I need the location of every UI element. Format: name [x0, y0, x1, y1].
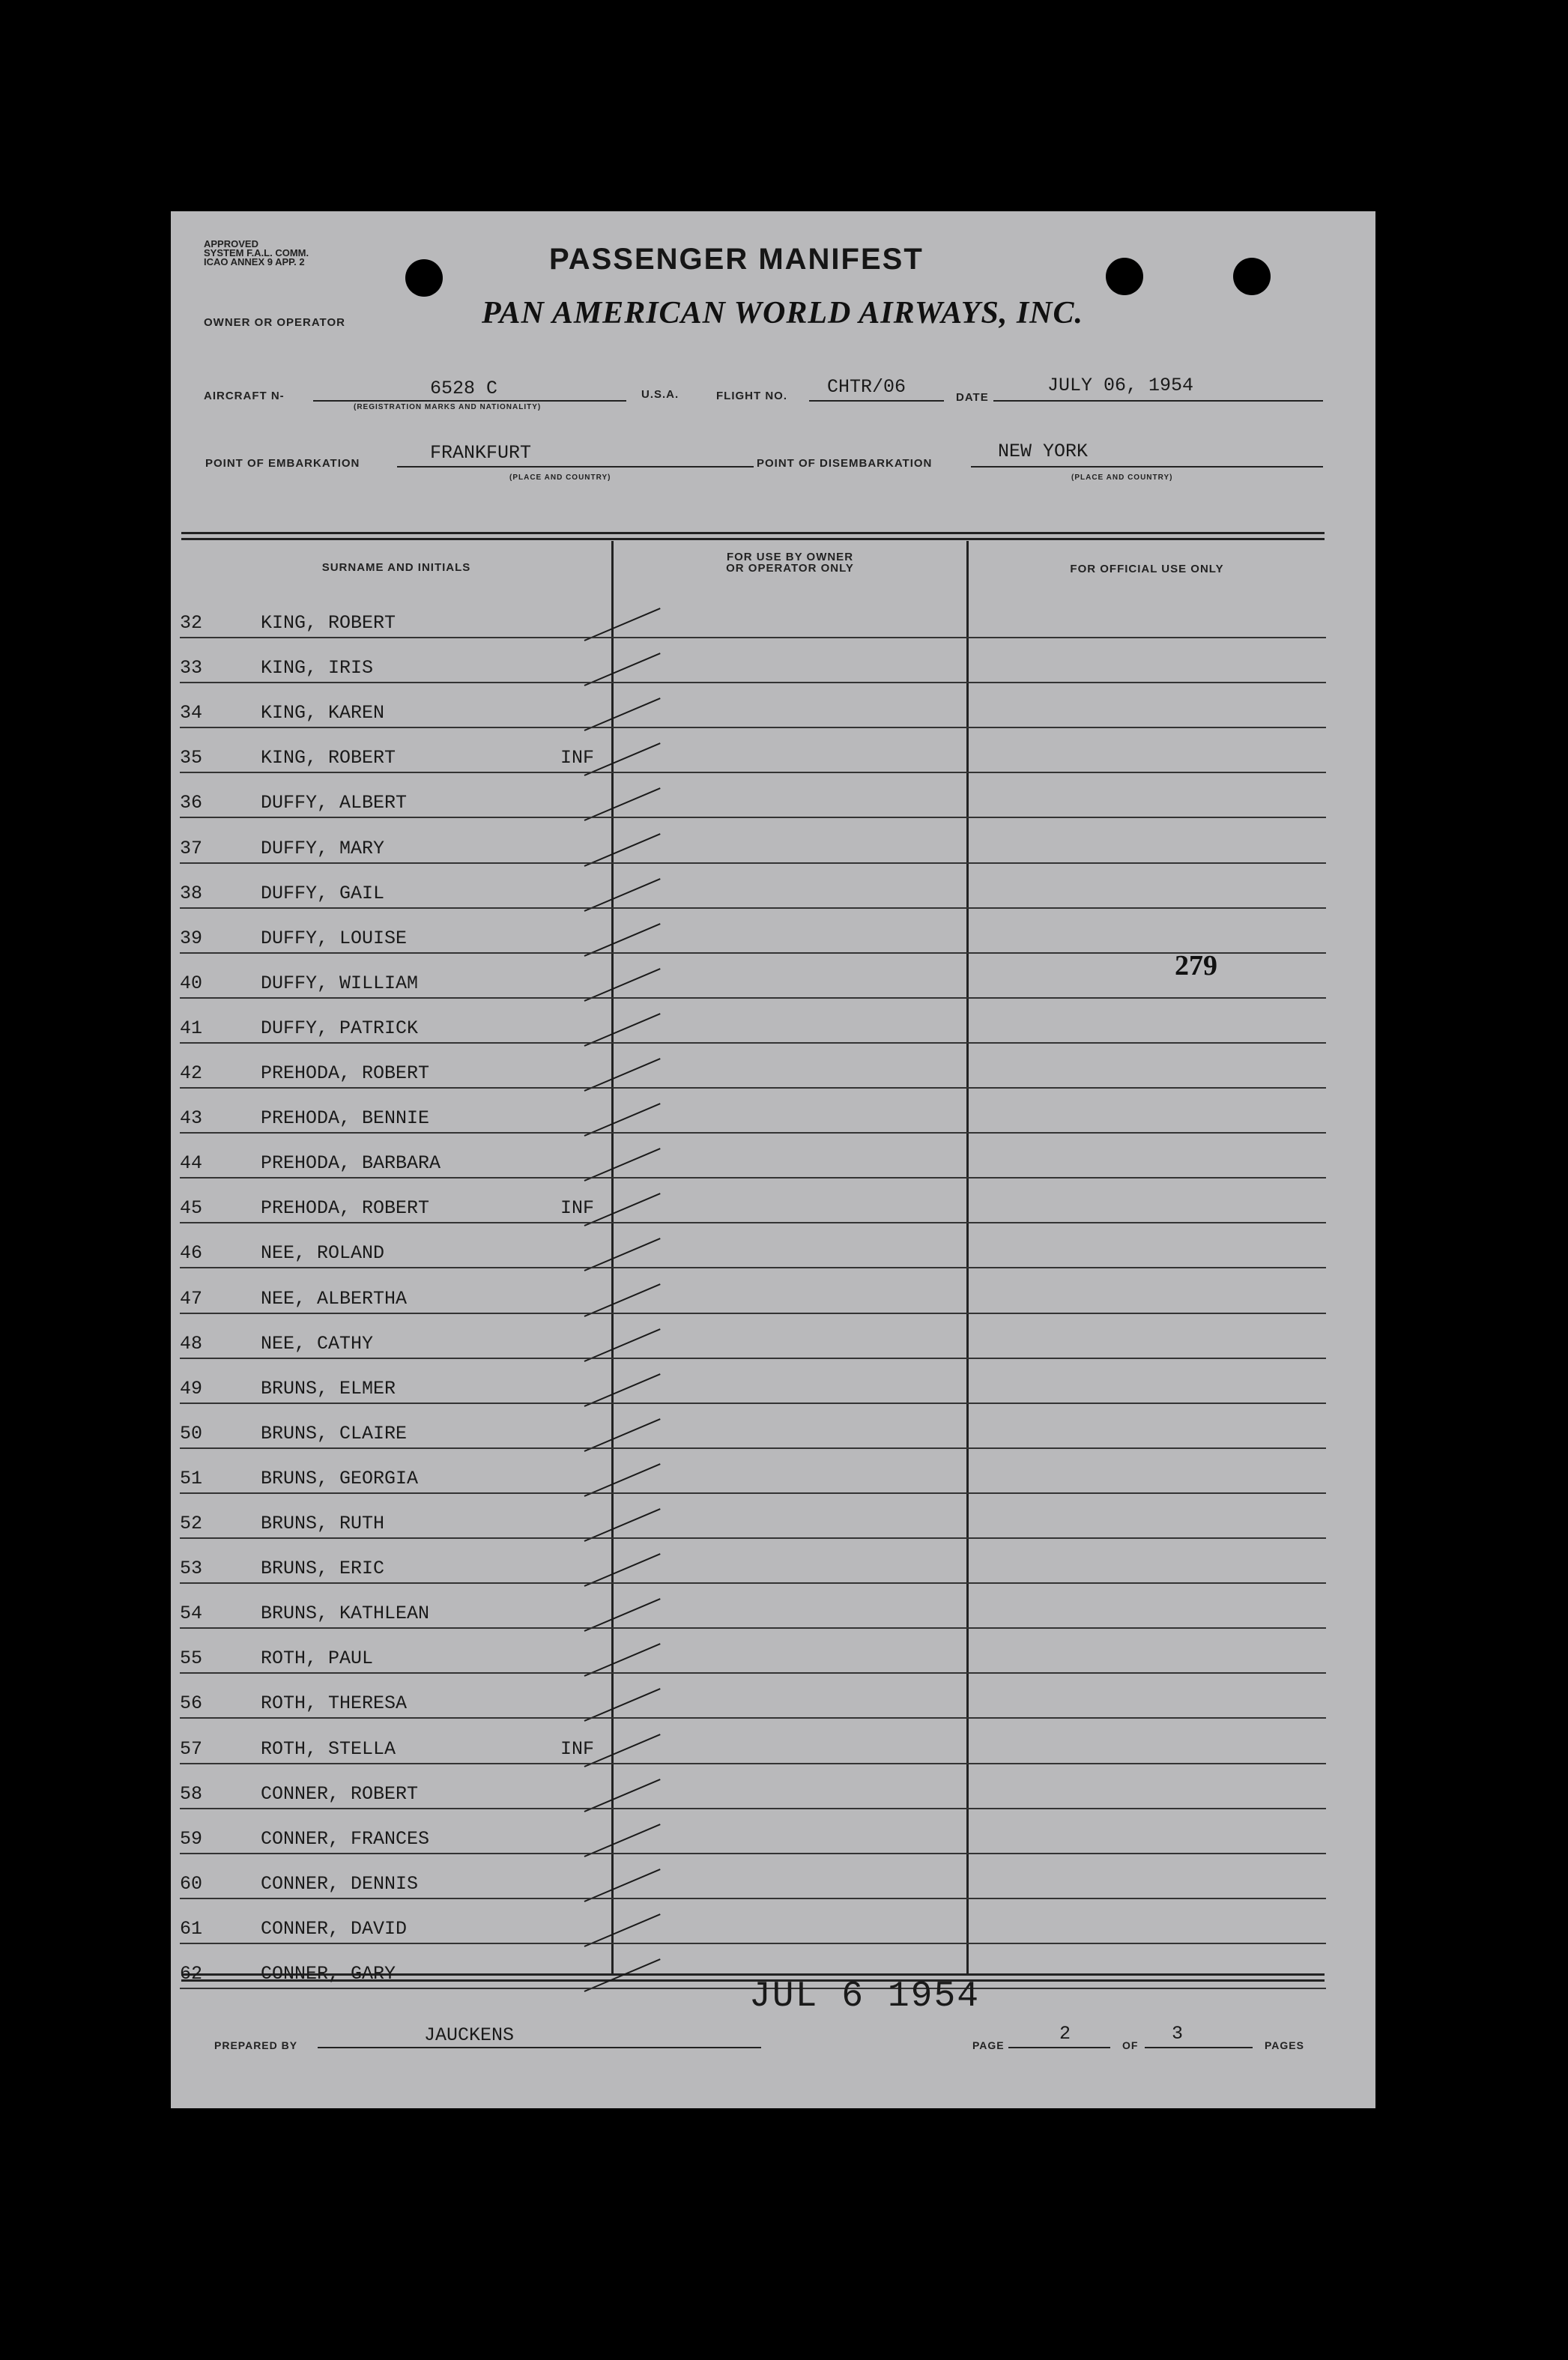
passenger-row: [180, 638, 1326, 683]
place-note: (PLACE AND COUNTRY): [509, 473, 611, 482]
place-note: (PLACE AND COUNTRY): [1071, 473, 1173, 482]
passenger-row: [180, 1539, 1326, 1584]
passenger-row: [180, 1809, 1326, 1854]
infant-note: INF: [560, 1738, 595, 1760]
row-number: 52: [180, 1513, 203, 1534]
row-number: 60: [180, 1873, 203, 1895]
passenger-name: CONNER, ROBERT: [261, 1783, 419, 1805]
passenger-row: [180, 1223, 1326, 1268]
row-number: 45: [180, 1197, 203, 1219]
row-number: 39: [180, 928, 203, 949]
passenger-name: DUFFY, WILLIAM: [261, 972, 419, 994]
page-title: PASSENGER MANIFEST: [549, 243, 924, 276]
row-number: 35: [180, 747, 203, 769]
row-number: 62: [180, 1963, 203, 1985]
row-number: 34: [180, 702, 203, 724]
row-number: 37: [180, 838, 203, 859]
passenger-name: ROTH, STELLA: [261, 1738, 396, 1760]
passenger-name: CONNER, DENNIS: [261, 1873, 419, 1895]
manifest-sheet: [171, 211, 1375, 2108]
aircraft-value: 6528 C: [430, 378, 498, 399]
col-header-official-use: FOR OFFICIAL USE ONLY: [1070, 563, 1224, 575]
page-label: PAGE: [972, 2039, 1005, 2051]
passenger-row: [180, 1494, 1326, 1539]
passenger-row: [180, 593, 1326, 638]
passenger-name: BRUNS, ELMER: [261, 1378, 396, 1400]
passenger-name: PREHODA, BARBARA: [261, 1152, 441, 1174]
row-number: 61: [180, 1918, 203, 1940]
of-label: OF: [1122, 2039, 1139, 2051]
passenger-name: ROTH, THERESA: [261, 1692, 408, 1714]
owner-label: OWNER OR OPERATOR: [204, 316, 345, 329]
passenger-row: [180, 1629, 1326, 1674]
passenger-row: [180, 1359, 1326, 1404]
aircraft-label: AIRCRAFT N-: [204, 390, 285, 402]
row-number: 49: [180, 1378, 203, 1400]
passenger-row: [180, 773, 1326, 818]
passenger-row: [180, 1719, 1326, 1764]
passenger-row: [180, 1584, 1326, 1629]
row-rule: [180, 817, 1326, 818]
passenger-name: ROTH, PAUL: [261, 1648, 374, 1669]
passenger-row: [180, 1449, 1326, 1494]
passenger-name: DUFFY, GAIL: [261, 883, 385, 904]
disembarkation-label: POINT OF DISEMBARKATION: [757, 457, 933, 470]
passenger-name: BRUNS, ERIC: [261, 1558, 385, 1579]
passenger-row: [180, 1899, 1326, 1944]
passenger-name: CONNER, GARY: [261, 1963, 396, 1985]
passenger-name: KING, KAREN: [261, 702, 385, 724]
passenger-name: BRUNS, GEORGIA: [261, 1468, 419, 1489]
passenger-row: [180, 1404, 1326, 1449]
row-number: 42: [180, 1062, 203, 1084]
punch-hole: [1106, 258, 1143, 295]
passenger-name: PREHODA, ROBERT: [261, 1062, 430, 1084]
row-rule: [180, 1717, 1326, 1719]
row-number: 47: [180, 1288, 203, 1310]
row-rule: [180, 1267, 1326, 1268]
passenger-row: [180, 683, 1326, 728]
passenger-name: KING, IRIS: [261, 657, 374, 679]
passenger-row: [180, 954, 1326, 999]
row-number: 53: [180, 1558, 203, 1579]
passenger-name: BRUNS, RUTH: [261, 1513, 385, 1534]
passenger-row: [180, 999, 1326, 1044]
passenger-name: DUFFY, ALBERT: [261, 792, 408, 814]
passenger-name: BRUNS, CLAIRE: [261, 1423, 408, 1444]
passenger-row: [180, 1764, 1326, 1809]
infant-note: INF: [560, 747, 595, 769]
passenger-name: DUFFY, LOUISE: [261, 928, 408, 949]
passenger-row: [180, 1674, 1326, 1719]
prepared-value: JAUCKENS: [424, 2024, 515, 2046]
row-number: 51: [180, 1468, 203, 1489]
row-number: 32: [180, 612, 203, 634]
row-number: 55: [180, 1648, 203, 1669]
passenger-row: [180, 1179, 1326, 1223]
passenger-row: [180, 819, 1326, 864]
usa-label: U.S.A.: [641, 388, 679, 401]
disembarkation-value: NEW YORK: [998, 441, 1089, 462]
row-number: 50: [180, 1423, 203, 1444]
flight-label: FLIGHT NO.: [716, 390, 787, 402]
passenger-name: BRUNS, KATHLEAN: [261, 1603, 430, 1624]
passenger-row: [180, 1089, 1326, 1134]
row-number: 41: [180, 1017, 203, 1039]
row-number: 43: [180, 1107, 203, 1129]
passenger-row: [180, 728, 1326, 773]
row-number: 33: [180, 657, 203, 679]
passenger-name: NEE, ROLAND: [261, 1242, 385, 1264]
passenger-row: [180, 1854, 1326, 1899]
passenger-row: [180, 864, 1326, 909]
airline-name: PAN AMERICAN WORLD AIRWAYS, INC.: [482, 296, 1084, 330]
passenger-row: [180, 1134, 1326, 1179]
passenger-name: KING, ROBERT: [261, 612, 396, 634]
passenger-name: DUFFY, PATRICK: [261, 1017, 419, 1039]
row-number: 59: [180, 1828, 203, 1850]
embarkation-value: FRANKFURT: [430, 442, 532, 464]
passenger-name: DUFFY, MARY: [261, 838, 385, 859]
of-value: 3: [1172, 2023, 1184, 2045]
passenger-name: PREHODA, BENNIE: [261, 1107, 430, 1129]
passenger-name: NEE, CATHY: [261, 1333, 374, 1355]
row-number: 46: [180, 1242, 203, 1264]
row-number: 56: [180, 1692, 203, 1714]
punch-hole: [405, 259, 443, 297]
embarkation-label: POINT OF EMBARKATION: [205, 457, 360, 470]
prepared-label: PREPARED BY: [214, 2039, 298, 2051]
col-header-surname: SURNAME AND INITIALS: [321, 561, 471, 574]
passenger-name: NEE, ALBERTHA: [261, 1288, 408, 1310]
punch-hole: [1233, 258, 1271, 295]
passenger-name: CONNER, FRANCES: [261, 1828, 430, 1850]
row-number: 38: [180, 883, 203, 904]
passenger-name: CONNER, DAVID: [261, 1918, 408, 1940]
date-stamp: JUL 6 1954: [749, 1976, 981, 2017]
row-number: 40: [180, 972, 203, 994]
passenger-row: [180, 909, 1326, 954]
col-header-owner-use: FOR USE BY OWNER OR OPERATOR ONLY: [726, 551, 854, 575]
passenger-row: [180, 1269, 1326, 1314]
row-number: 44: [180, 1152, 203, 1174]
approved-note: APPROVED SYSTEM F.A.L. COMM. ICAO ANNEX 9 APP. 2: [204, 238, 309, 267]
flight-value: CHTR/06: [827, 376, 906, 398]
page-value: 2: [1059, 2023, 1071, 2045]
row-number: 48: [180, 1333, 203, 1355]
passenger-row: [180, 1314, 1326, 1359]
registration-note: (REGISTRATION MARKS AND NATIONALITY): [354, 403, 542, 411]
passenger-name: KING, ROBERT: [261, 747, 396, 769]
official-mark: 279: [1175, 950, 1217, 981]
infant-note: INF: [560, 1197, 595, 1219]
date-label: DATE: [956, 391, 989, 404]
pages-label: PAGES: [1265, 2039, 1304, 2051]
passenger-name: PREHODA, ROBERT: [261, 1197, 430, 1219]
date-value: JULY 06, 1954: [1047, 375, 1194, 396]
row-number: 58: [180, 1783, 203, 1805]
row-number: 36: [180, 792, 203, 814]
row-number: 57: [180, 1738, 203, 1760]
passenger-row: [180, 1044, 1326, 1089]
row-number: 54: [180, 1603, 203, 1624]
